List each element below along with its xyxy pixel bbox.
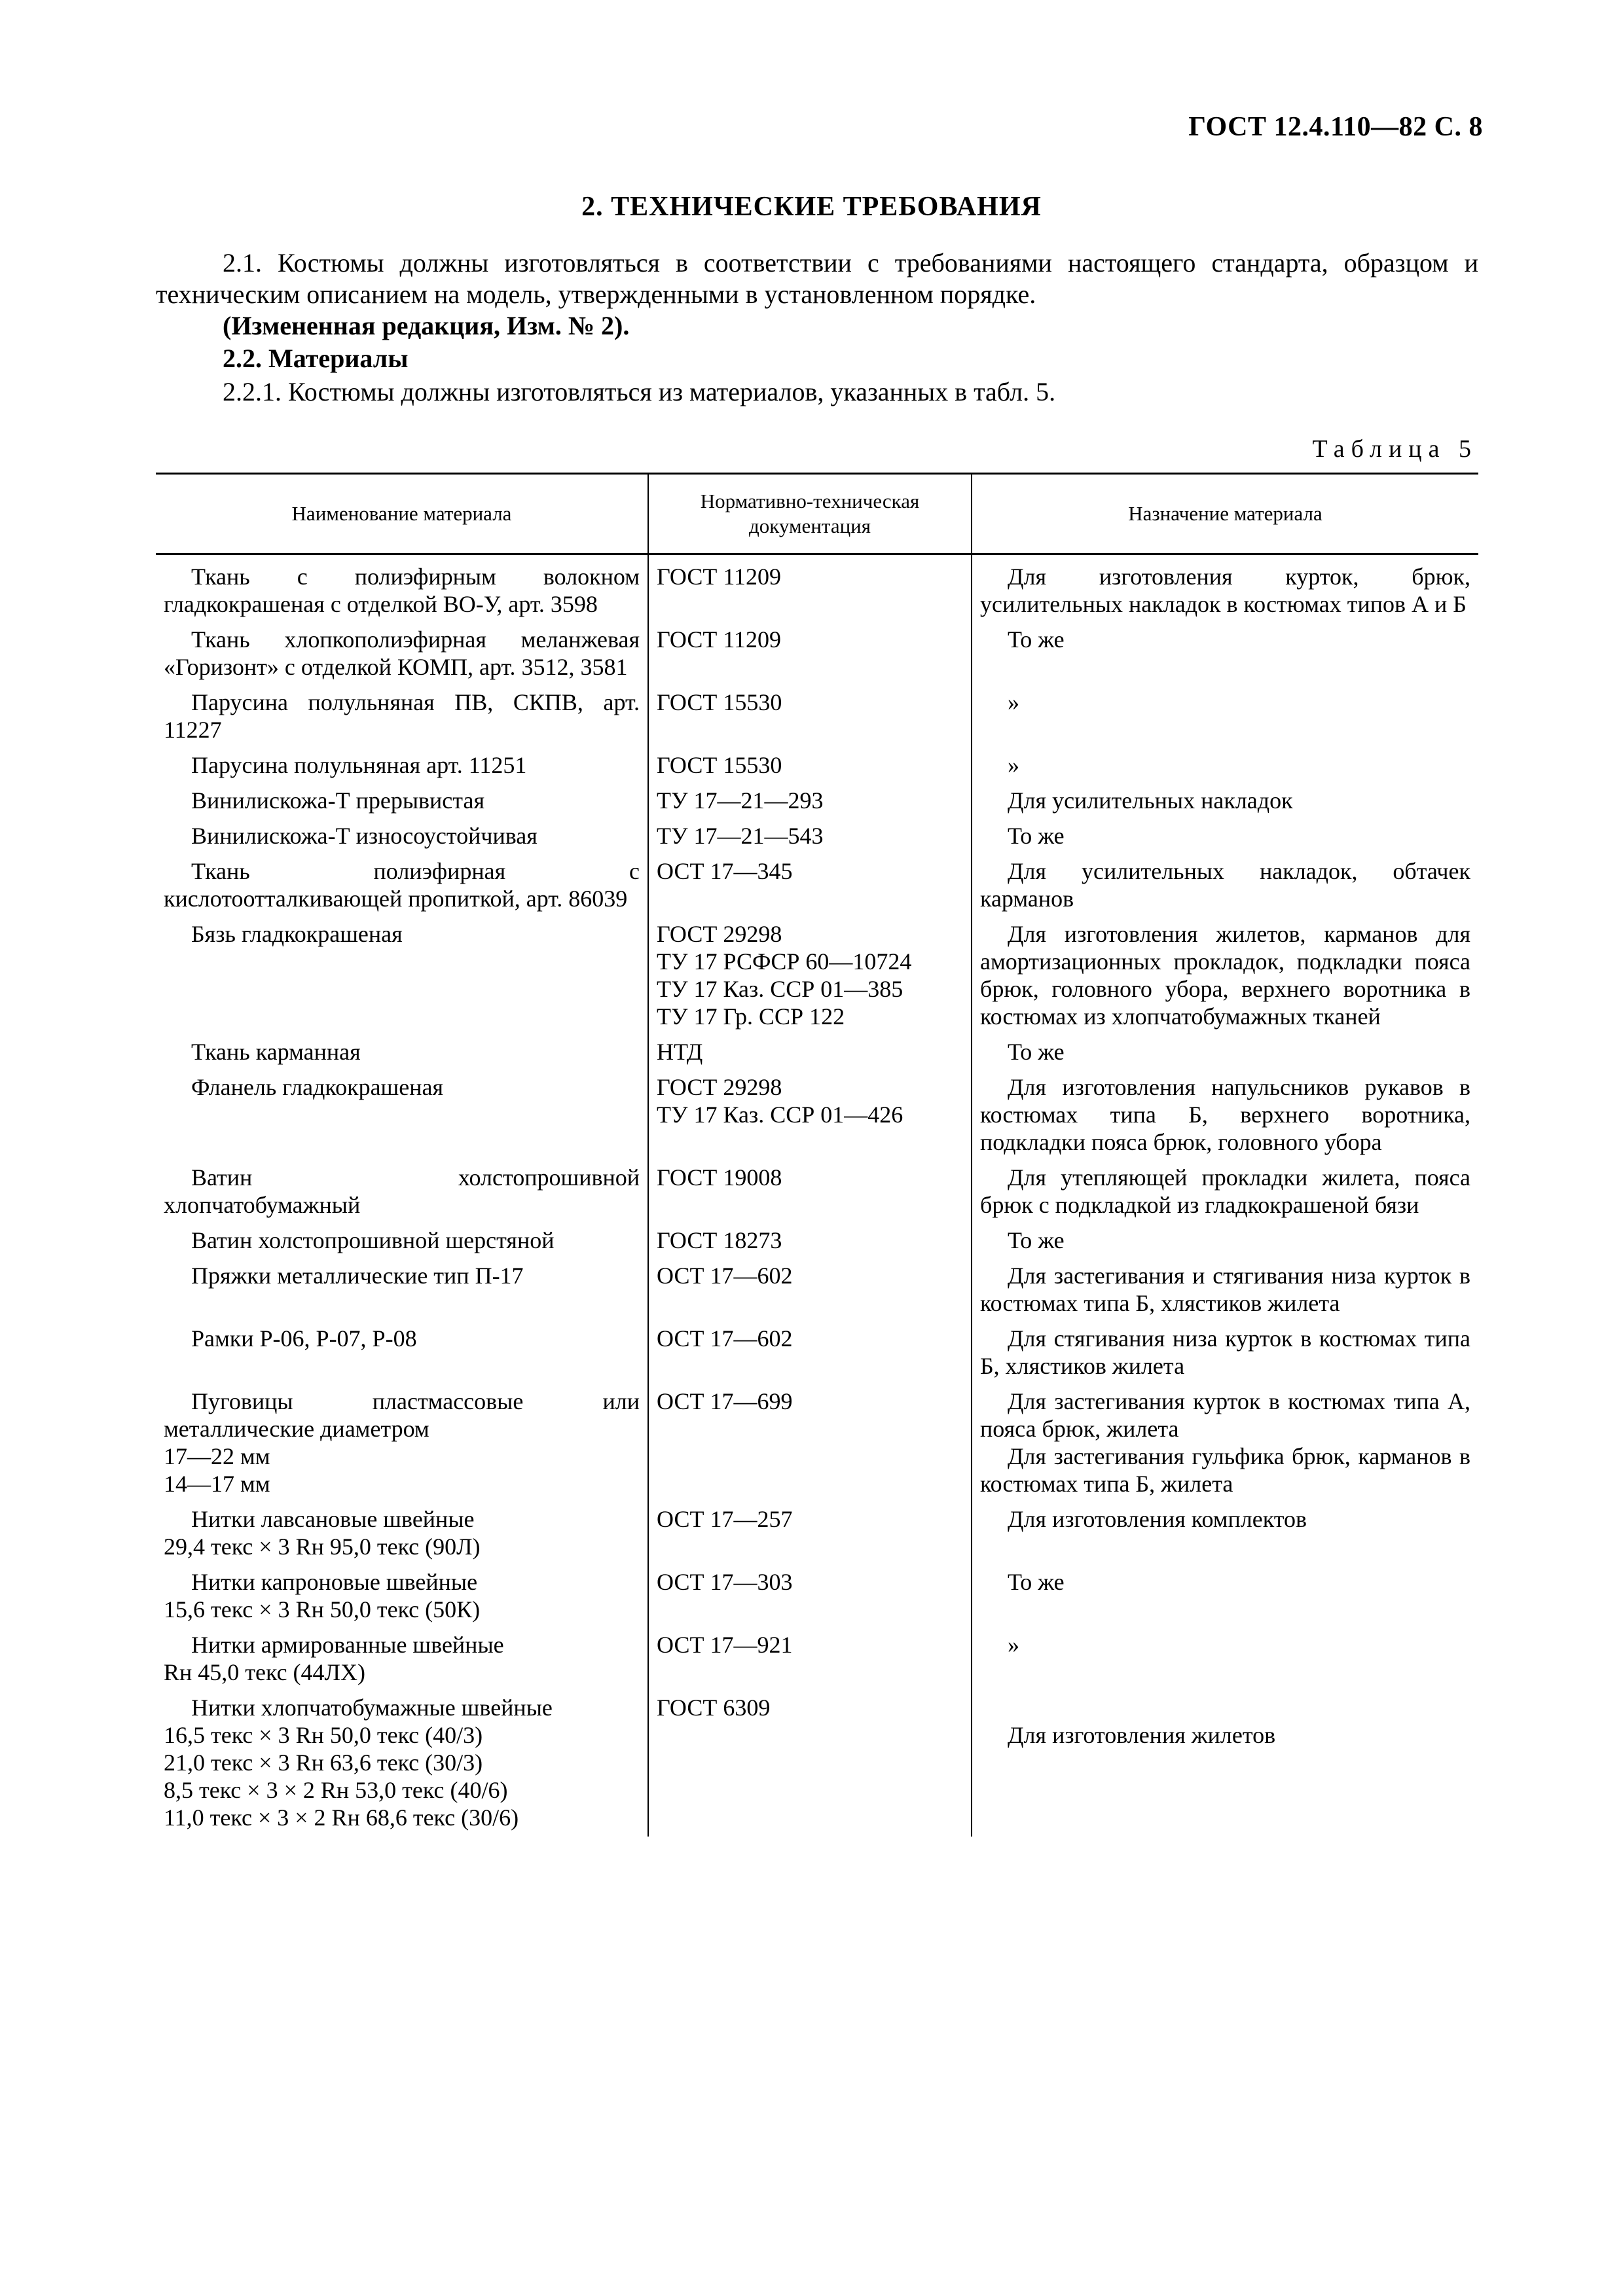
header-material-name: Наименование материала [156, 474, 648, 554]
material-purpose: Для застегивания гульфика брюк, карманов в костюмах типа Б, жилета [980, 1443, 1470, 1497]
section-title: 2. ТЕХНИЧЕСКИЕ ТРЕБОВАНИЯ [581, 192, 1042, 222]
table-row [156, 1503, 1478, 1566]
table-row [156, 1322, 1478, 1385]
thread-spec: 15,6 текс × 3 Rн 50,0 текс (50К) [164, 1596, 481, 1623]
material-name: Нитки хлопчатобумажные швейные [191, 1695, 553, 1721]
material-name: Ткань с полиэфирным волокном гладкокрашеная с отделкой ВО-У, арт. 3598 [164, 564, 640, 617]
material-name: Ткань полиэфирная с кислотоотталкивающей пропиткой, арт. 86039 [164, 858, 640, 912]
material-purpose: Для усилительных накладок [1008, 787, 1293, 814]
material-name: Ватин холстопрошивной шерстяной [191, 1227, 555, 1253]
material-doc: ОСТ 17—303 [657, 1569, 793, 1595]
table-row [156, 554, 1478, 624]
purpose-spacer [980, 1694, 1470, 1721]
material-doc: ГОСТ 29298 [657, 1074, 782, 1100]
material-purpose: » [1008, 1632, 1019, 1658]
thread-spec: 16,5 текс × 3 Rн 50,0 текс (40/3) [164, 1722, 483, 1748]
material-doc: ГОСТ 15530 [657, 752, 782, 778]
material-purpose: То же [1008, 1039, 1065, 1065]
header-purpose: Назначение материала [972, 474, 1478, 554]
paragraph-2-2-heading: 2.2. Материалы [223, 344, 409, 373]
materials-table [156, 473, 1478, 1837]
material-doc: ГОСТ 11209 [657, 564, 782, 590]
material-name: Ткань карманная [191, 1039, 361, 1065]
material-doc: ОСТ 17—699 [657, 1388, 793, 1414]
material-doc: ОСТ 17—921 [657, 1632, 793, 1658]
material-size: 14—17 мм [164, 1471, 270, 1497]
material-name: Пряжки металлические тип П-17 [191, 1263, 524, 1289]
table-row [156, 1035, 1478, 1071]
table-row [156, 819, 1478, 855]
table-row [156, 623, 1478, 686]
material-purpose: Для стягивания низа курток в костюмах типа Б, хлястиков жилета [980, 1325, 1470, 1379]
paragraph-2-2-1: 2.2.1. Костюмы должны изготовляться из материалов, указанных в табл. 5. [223, 377, 1056, 406]
material-doc: ГОСТ 6309 [657, 1695, 771, 1721]
material-name: Пуговицы пластмассовые или металлические диаметром [164, 1388, 640, 1442]
material-name: Нитки капроновые швейные [191, 1569, 478, 1595]
table-row [156, 1259, 1478, 1322]
material-doc: ТУ 17—21—293 [657, 787, 824, 814]
material-doc: ТУ 17—21—543 [657, 823, 824, 849]
material-name: Нитки лавсановые швейные [191, 1506, 475, 1532]
material-name: Нитки армированные швейные [191, 1632, 504, 1658]
table-row [156, 686, 1478, 749]
table-row [156, 1385, 1478, 1503]
material-name: Винилискожа-Т прерывистая [191, 787, 484, 814]
paragraph-2-1: 2.1. Костюмы должны изготовляться в соответствии с требованиями настоящего стандарта, образцом и техническим описанием на модель, утвержденными в установленном порядке. [156, 248, 1478, 309]
amendment-note: (Измененная редакция, Изм. № 2). [223, 311, 630, 340]
material-doc: ТУ 17 РСФСР 60—10724 [657, 948, 912, 975]
thread-spec: 8,5 текс × 3 × 2 Rн 53,0 текс (40/6) [164, 1777, 508, 1803]
material-doc: ТУ 17 Гр. ССР 122 [657, 1003, 845, 1030]
material-doc: НТД [657, 1039, 703, 1065]
material-name: Винилискожа-Т износоустойчивая [191, 823, 538, 849]
material-purpose: То же [1008, 1569, 1065, 1595]
table-row [156, 1691, 1478, 1837]
material-purpose: Для изготовления комплектов [1008, 1506, 1307, 1532]
thread-spec: 21,0 текс × 3 Rн 63,6 текс (30/3) [164, 1749, 483, 1776]
thread-spec: 11,0 текс × 3 × 2 Rн 68,6 текс (30/6) [164, 1804, 519, 1831]
page-header: ГОСТ 12.4.110—82 С. 8 [1188, 112, 1483, 142]
table-row [156, 1161, 1478, 1224]
table-row [156, 1628, 1478, 1691]
material-doc: ОСТ 17—257 [657, 1506, 793, 1532]
material-purpose: То же [1008, 1227, 1065, 1253]
table-row [156, 749, 1478, 784]
material-doc: ТУ 17 Каз. ССР 01—426 [657, 1102, 903, 1128]
material-doc: ГОСТ 18273 [657, 1227, 782, 1253]
table-row [156, 1224, 1478, 1259]
table-row [156, 855, 1478, 918]
material-purpose: Для застегивания и стягивания низа курток в костюмах типа Б, хлястиков жилета [980, 1263, 1470, 1316]
material-doc: ГОСТ 19008 [657, 1164, 782, 1191]
table-row [156, 784, 1478, 819]
thread-spec: 29,4 текс × 3 Rн 95,0 текс (90Л) [164, 1534, 481, 1560]
material-purpose: Для изготовления жилетов, карманов для амортизационных прокладок, подкладки пояса брюк, головного убора, верхнего воротника в костюмах из хлопчатобумажных тканей [980, 921, 1470, 1030]
material-purpose: Для изготовления курток, брюк, усилительных накладок в костюмах типов А и Б [980, 564, 1470, 617]
table-header-row [156, 474, 1478, 554]
material-purpose: Для застегивания курток в костюмах типа А, пояса брюк, жилета [980, 1388, 1470, 1442]
table-row [156, 1566, 1478, 1628]
material-size: 17—22 мм [164, 1443, 270, 1469]
material-purpose: » [1008, 752, 1019, 778]
material-purpose: » [1008, 689, 1019, 715]
material-purpose: Для изготовления жилетов [1008, 1722, 1276, 1748]
table-label: Таблица 5 [1312, 435, 1478, 463]
material-name: Фланель гладкокрашеная [191, 1074, 444, 1100]
material-name: Бязь гладкокрашеная [191, 921, 403, 947]
material-name: Парусина полульняная арт. 11251 [191, 752, 527, 778]
material-purpose: То же [1008, 626, 1065, 653]
material-doc: ГОСТ 29298 [657, 921, 782, 947]
material-purpose: Для усилительных накладок, обтачек карманов [980, 858, 1470, 912]
material-name: Ватин холстопрошивной хлопчатобумажный [164, 1164, 640, 1218]
table-row [156, 1071, 1478, 1161]
material-name: Ткань хлопкополиэфирная меланжевая «Горизонт» с отделкой КОМП, арт. 3512, 3581 [164, 626, 640, 680]
thread-spec: Rн 45,0 текс (44ЛХ) [164, 1659, 365, 1685]
material-doc: ОСТ 17—602 [657, 1325, 793, 1352]
material-doc: ГОСТ 15530 [657, 689, 782, 715]
material-purpose: Для изготовления напульсников рукавов в костюмах типа Б, верхнего воротника, подкладки пояса брюк, головного убора [980, 1074, 1470, 1155]
material-doc: ОСТ 17—345 [657, 858, 793, 884]
material-doc: ГОСТ 11209 [657, 626, 782, 653]
material-purpose: То же [1008, 823, 1065, 849]
material-doc: ТУ 17 Каз. ССР 01—385 [657, 976, 903, 1002]
table-row [156, 918, 1478, 1035]
material-name: Рамки Р-06, Р-07, Р-08 [191, 1325, 417, 1352]
material-name: Парусина полульняная ПВ, СКПВ, арт. 11227 [164, 689, 640, 743]
material-doc: ОСТ 17—602 [657, 1263, 793, 1289]
material-purpose: Для утепляющей прокладки жилета, пояса брюк с подкладкой из гладкокрашеной бязи [980, 1164, 1470, 1218]
header-documentation: Нормативно-техническая документация [648, 474, 972, 554]
